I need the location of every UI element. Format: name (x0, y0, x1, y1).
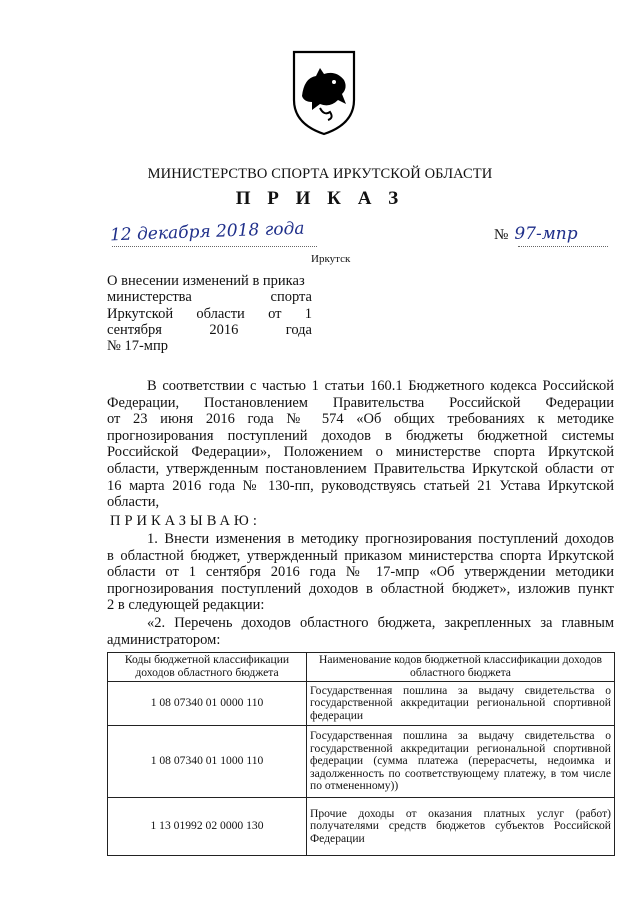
item-2-paragraph (107, 615, 614, 648)
code-cell: 1 08 07340 01 0000 110 (108, 682, 307, 726)
text-line: 1. Внести изменения в методику прогнозирования поступлений доходов (147, 531, 614, 547)
table-row (108, 798, 615, 856)
subject-line: сентября 2016 года (107, 321, 312, 338)
text-line: Федерации, Постановлением Правительства Российской Федерации (107, 394, 614, 411)
text-line: области от 1 сентября 2016 года № 17-мпр «Об утверждении методики (107, 564, 614, 581)
date-underline (112, 246, 317, 247)
order-number (494, 224, 578, 244)
name-cell: Государственная пошлина за выдачу свидетельства о государственной аккредитации региональной спортивной федерации (307, 682, 615, 726)
header-cell-name: Наименование кодов бюджетной классификации доходов областного бюджета (307, 653, 615, 682)
order-subject (107, 273, 312, 354)
number-sign: № (494, 227, 509, 243)
number-handwritten: 97-мпр (514, 224, 578, 244)
header-cell-code: Коды бюджетной классификации доходов областного бюджета (108, 653, 307, 682)
coat-of-arms-emblem (290, 48, 358, 136)
subject-line: О внесении изменений в приказ (107, 273, 305, 289)
text-line: от 23 июня 2016 года № 574 «Об общих требованиях к методике (107, 411, 614, 428)
preamble-paragraph (107, 378, 614, 511)
text-line: Российской Федерации», Положением о министерстве спорта Иркутской (107, 444, 614, 461)
text-line: В соответствии с частью 1 статьи 160.1 Бюджетного кодекса Российской (147, 378, 614, 394)
item-1-paragraph (107, 531, 614, 614)
text-line: 2 в следующей редакции: (107, 597, 265, 614)
subject-line: № 17-мпр (107, 338, 168, 355)
date-handwritten: 12 декабря 2018 года (109, 218, 305, 246)
city-name: Иркутск (311, 253, 351, 265)
order-directive-word: ПРИКАЗЫВАЮ: (110, 513, 261, 529)
budget-codes-table (107, 652, 615, 856)
text-line: прогнозирования поступлений доходов в бюджеты бюджетной системы (107, 427, 614, 444)
table-header-row (108, 653, 615, 682)
subject-line: Иркутской области от 1 (107, 305, 312, 322)
code-cell: 1 13 01992 02 0000 130 (108, 798, 307, 856)
text-line: прогнозирования поступлений доходов в областной бюджет», изложив пункт (107, 580, 614, 597)
document-title: П Р И К А З (235, 188, 405, 209)
table-row (108, 726, 615, 798)
code-cell: 1 08 07340 01 1000 110 (108, 726, 307, 798)
text-line: в областной бюджет, утвержденный приказом министерства спорта Иркутской (107, 547, 614, 564)
ministry-name: МИНИСТЕРСТВО СПОРТА ИРКУТСКОЙ ОБЛАСТИ (147, 166, 493, 182)
subject-line: министерства спорта (107, 289, 312, 306)
text-line: 16 марта 2016 года № 130-пп, руководствуясь статьей 21 Устава Иркутской (107, 477, 614, 494)
number-underline (518, 246, 608, 247)
table-row (108, 682, 615, 726)
text-line: «2. Перечень доходов областного бюджета, закрепленных за главным (147, 615, 614, 631)
name-cell: Прочие доходы от оказания платных услуг (работ) получателями средств бюджетов субъектов Российской Федерации (307, 798, 615, 856)
text-line: администратором: (107, 631, 221, 648)
text-line: области, (107, 494, 160, 511)
name-cell: Государственная пошлина за выдачу свидетельства о государственной аккредитации региональной спортивной федерации (сумма платежа (перерасчеты, недоимка и задолженность по соответствующему платежу, в том числе по отмененному)) (307, 726, 615, 798)
text-line: области, утвержденным постановлением Правительства Иркутской области от (107, 460, 614, 477)
